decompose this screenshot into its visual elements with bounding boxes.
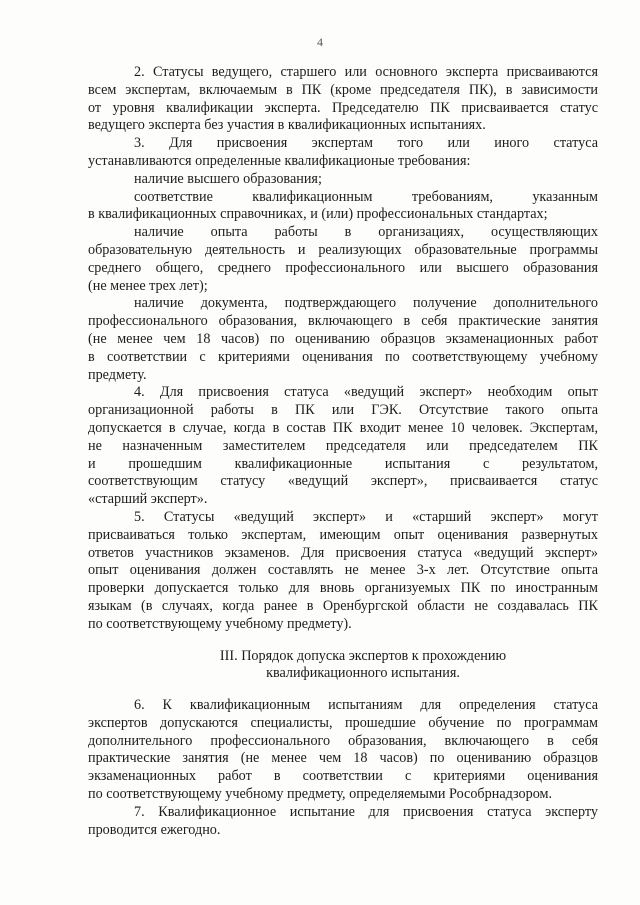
text-line: образовательную деятельность и реализующих образовательные программы [88,241,598,258]
text-line: ответов участников экзаменов. Для присвоения статуса «ведущий эксперт» [88,544,598,561]
text-line: 2. Статусы ведущего, старшего или основного эксперта присваиваются [134,64,598,80]
text-line: допускается в случае, когда в состав ПК входит менее 10 человек. Экспертам, [88,419,598,436]
text-line: 7. Квалификационное испытание для присвоения статуса эксперту [134,803,598,820]
paragraph [88,64,598,135]
paragraph [88,135,598,171]
text-line: не назначенным заместителем председателя или председателем ПК [88,437,598,454]
text-line: по соответствующему учебному предмету). [88,615,352,632]
text-line: предмету. [88,366,147,383]
text-line: наличие опыта работы в организациях, осуществляющих [134,224,598,241]
text-line: языкам (в случаях, когда ранее в Оренбургской области не создавалась ПК [88,597,598,614]
paragraph [88,804,598,840]
text-line: экспертов допускаются специалисты, прошедшие обучение по программам [88,714,598,731]
text-line: наличие высшего образования; [134,170,322,187]
document-body [88,64,598,839]
text-line: в соответствии с критериями оценивания по соответствующему учебному [88,348,598,365]
text-line: организационной работы в ПК или ГЭК. Отсутствие такого опыта [88,402,598,419]
text-line: всем экспертам, включаемым в ПК (кроме председателя ПК), в зависимости [88,81,598,98]
text-line: «старший эксперт». [88,491,208,508]
text-line: наличие документа, подтверждающего получение дополнительного [134,295,598,312]
text-line: 6. К квалификационным испытаниям для определения статуса [134,697,598,714]
section-heading [88,648,598,684]
text-line: устанавливаются определенные квалификационые требования: [88,152,471,169]
text-line: среднего общего, среднего профессионального или высшего образования [88,259,598,276]
text-line: дополнительного профессионального образования, включающего в себя [88,732,598,749]
text-line: 4. Для присвоения статуса «ведущий эксперт» необходим опыт [134,384,598,401]
paragraph [88,697,598,804]
paragraph [88,384,598,509]
paragraph [88,509,598,634]
text-line: проводится ежегодно. [88,821,221,838]
paragraph [88,224,598,295]
text-line: (не менее трех лет); [88,277,208,294]
text-line: III. Порядок допуска экспертов к прохождению [219,647,507,664]
text-line: экзаменационных работ в соответствии с критериями оценивания [88,768,598,785]
text-line: и прошедшим квалификационные испытания с результатом, [88,455,598,472]
text-line: (не менее чем 18 часов) по оцениванию образцов экзаменационных работ [88,330,598,347]
text-line: 5. Статусы «ведущий эксперт» и «старший эксперт» могут [134,508,598,525]
text-line: соответствие квалификационным требованиям, указанным [134,188,598,205]
page-number: 4 [317,35,323,49]
text-line: соответствующим статусу «ведущий эксперт», присваивается статус [88,473,598,490]
text-line: проверки допускается только для вновь организуемых ПК по иностранным [88,580,598,597]
text-line: квалификационного испытания. [266,665,460,682]
paragraph [88,295,598,384]
paragraph [88,189,598,225]
text-line: опыт оценивания должен составлять не менее 3-х лет. Отсутствие опыта [88,562,598,579]
text-line: 3. Для присвоения экспертам того или иного статуса [134,135,598,152]
text-line: в квалификационных справочниках, и (или) профессиональных стандартах; [88,206,548,223]
text-line: профессионального образования, включающего в себя практические занятия [88,313,598,330]
paragraph [88,171,598,189]
text-line: от уровня квалификации эксперта. Председателю ПК присваивается статус [88,99,598,116]
text-line: присваиваться только экспертам, имеющим опыт оценивания развернутых [88,526,598,543]
text-line: ведущего эксперта без участия в квалификационных испытаниях. [88,117,486,134]
text-line: практические занятия (не менее чем 18 часов) по оцениванию образцов [88,750,598,767]
text-line: по соответствующему учебному предмету, определяемыми Рособрнадзором. [88,786,553,803]
